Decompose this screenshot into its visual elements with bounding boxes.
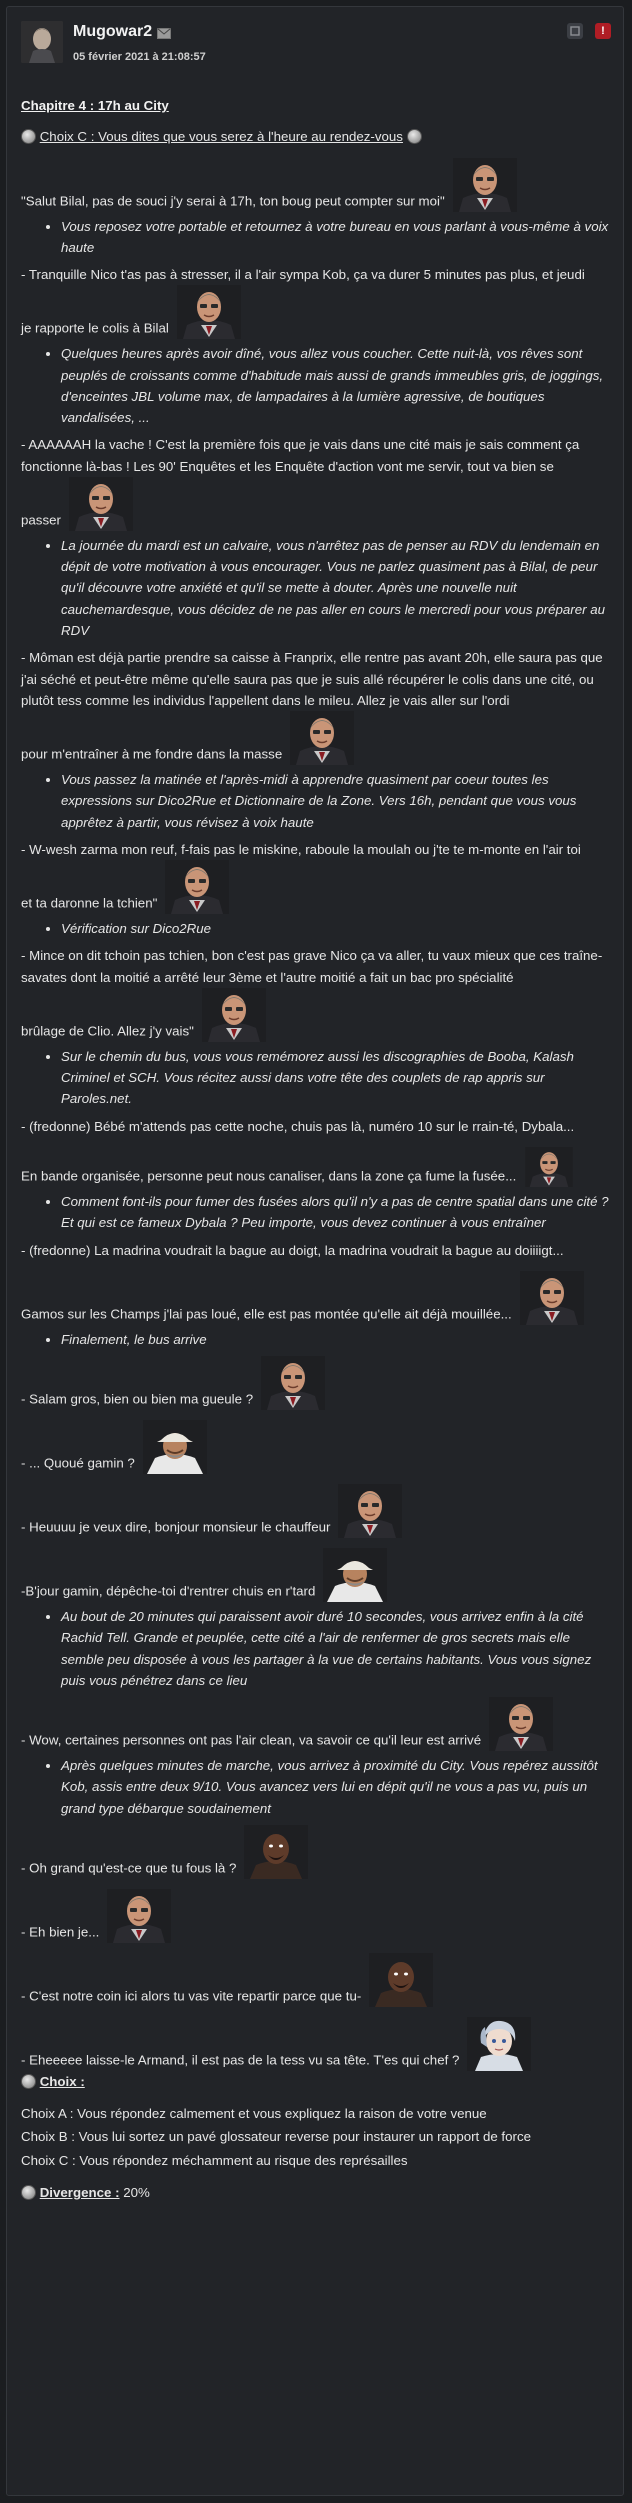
dialogue-line: - AAAAAAH la vache ! C'est la première fois que je vais dans une cité mais je sais comment ça fonctionne là-bas ! Les 90' Enquêtes et les Enquête d'action vont me servir, tout va bien se — [21, 437, 580, 474]
narration-item: • Finalement, le bus arrive — [61, 1329, 613, 1350]
narration-item: • La journée du mardi est un calvaire, vous n'arrêtez pas de penser au RDV du lendemain en dépit de votre motivation à vous encourager. Vous ne parlez quasiment pas à Bilal, de peur qu'il découvre votre anxiété et qu'il se mette à douter. Après une nouvelle nuit cauchemardesque, vous décidez de ne pas aller en cours le mercredi pour vous préparer au RDV — [61, 535, 613, 641]
dialogue-line — [21, 1953, 613, 2007]
narration-item: • Après quelques minutes de marche, vous arrivez à proximité du City. Vous repérez aussitôt Kob, assis entre deux 9/10. Vous avancez vers lui en dépit qu'il ne vous a pas vu, puis un grand type débarque soudainement — [61, 1755, 613, 1819]
choices-title: Choix : — [39, 2073, 85, 2089]
dialogue-line — [21, 158, 613, 212]
alert-icon[interactable]: ! — [595, 23, 611, 39]
sticker-image — [177, 285, 241, 339]
choice-a: Choix A : Vous répondez calmement et vous expliquez la raison de votre venue — [21, 2106, 487, 2122]
dialogue-line: - (fredonne) La madrina voudrait la bague au doigt, la madrina voudrait la bague au doiiiigt... — [21, 1242, 564, 1258]
choices-heading — [21, 2071, 613, 2092]
smiley-icon — [21, 2074, 36, 2089]
username[interactable]: Mugowar2 — [73, 23, 153, 40]
dialogue-line — [21, 1548, 613, 1602]
dialogue-line — [21, 1356, 613, 1410]
sticker-image — [261, 1356, 325, 1410]
dialogue-line — [21, 1484, 613, 1538]
dialogue-text: passer — [21, 512, 61, 528]
user-avatar[interactable] — [21, 21, 63, 63]
sticker-image — [338, 1484, 402, 1538]
divergence-value: 20% — [123, 2184, 150, 2200]
sticker-image — [323, 1548, 387, 1602]
narration-item: • Au bout de 20 minutes qui paraissent avoir duré 10 secondes, vous arrivez enfin à la cité Rachid Tell. Grande et peuplée, cette cité a l'air de renfermer de gros secrets mais elle semble peu disposée à vous les partager à la vue de certains habitants. Vous vous signez puis vous pénétrez dans ce lieu — [61, 1606, 613, 1691]
dialogue-line — [21, 477, 613, 531]
divergence-label: Divergence : — [39, 2184, 120, 2200]
quote-icon[interactable] — [567, 23, 583, 39]
narration-item: • Quelques heures après avoir dîné, vous allez vous coucher. Cette nuit-là, vos rêves sont peuplés de croissants comme d'habitude mais aussi de grands immeubles gris, de joggings, d'enceintes JBL volume max, de lampadaires à la lumière agressive, de boutiques vandalisées, ... — [61, 343, 613, 428]
dialogue-text: - Eheeeee laisse-le Armand, il est pas de la tess vu sa tête. T'es qui chef ? — [21, 2052, 460, 2068]
dialogue-line — [21, 860, 613, 914]
sticker-image — [520, 1271, 584, 1325]
sticker-image — [467, 2017, 531, 2071]
narration-item: • Vous passez la matinée et l'après-midi à apprendre quasiment par coeur toutes les expressions sur Dico2Rue et Dictionnaire de la Zone. Vers 16h, pendant que vous vous apprêtez à partir, vous révisez à voix haute — [61, 769, 613, 833]
narration-item: • Sur le chemin du bus, vous vous remémorez aussi les discographies de Booba, Kalash Criminel et SCH. Vous récitez aussi dans votre tête des couplets de rap appris sur Paroles.net. — [61, 1046, 613, 1110]
sticker-image — [202, 988, 266, 1042]
dialogue-line — [21, 1697, 613, 1751]
smiley-icon — [407, 129, 422, 144]
dialogue-text: je rapporte le colis à Bilal — [21, 321, 169, 337]
sticker-image — [524, 1147, 574, 1187]
narration-item: • Vérification sur Dico2Rue — [61, 918, 613, 939]
dialogue-text: - Salam gros, bien ou bien ma gueule ? — [21, 1391, 254, 1407]
dialogue-text: - C'est notre coin ici alors tu vas vite repartir parce que tu- — [21, 1988, 362, 2004]
dialogue-text: "Salut Bilal, pas de souci j'y serai à 17h, ton boug peut compter sur moi" — [21, 193, 445, 209]
dialogue-line — [21, 711, 613, 765]
dialogue-text: brûlage de Clio. Allez j'y vais" — [21, 1023, 194, 1039]
dialogue-line — [21, 1147, 613, 1187]
sticker-image — [69, 477, 133, 531]
sticker-image — [290, 711, 354, 765]
choice-b: Choix B : Vous lui sortez un pavé glossateur reverse pour instaurer un rapport de force — [21, 2129, 531, 2145]
smiley-icon — [21, 2185, 36, 2200]
smiley-icon — [21, 129, 36, 144]
sticker-image — [453, 158, 517, 212]
sticker-image — [489, 1697, 553, 1751]
dialogue-text: pour m'entraîner à me fondre dans la masse — [21, 746, 283, 762]
narration-item: • Comment font-ils pour fumer des fusées alors qu'il n'y a pas de centre spatial dans une cité ? Et qui est ce fameux Dybala ? Peu importe, vous devez continuer à vous entraîner — [61, 1191, 613, 1234]
dialogue-line: - (fredonne) Bébé m'attends pas cette noche, chuis pas là, numéro 10 sur le rrain-té, Dybala... — [21, 1118, 575, 1134]
sticker-image — [107, 1889, 171, 1943]
dialogue-text: En bande organisée, personne peut nous canaliser, dans la zone ça fume la fusée... — [21, 1168, 517, 1184]
dialogue-line: - Môman est déjà partie prendre sa caisse à Franprix, elle rentre pas avant 20h, elle saura pas que j'ai séché et peut-être même qu'elle saura pas que je suis allé récupérer le colis dans une cité, ou plutôt tess comme les individus l'appellent dans le mileu. Allez je vais aller sur l'ordi — [21, 650, 603, 708]
previous-choice-line — [21, 126, 613, 147]
dialogue-line — [21, 1271, 613, 1325]
sticker-image — [244, 1825, 308, 1879]
sticker-image — [165, 860, 229, 914]
post-date: 05 février 2021 à 21:08:57 — [73, 51, 206, 63]
dialogue-line — [21, 2017, 613, 2071]
dialogue-line: - W-wesh zarma mon reuf, f-fais pas le miskine, raboule la moulah ou j'te te m-monte en l'air toi — [21, 841, 581, 857]
dialogue-text: - Eh bien je... — [21, 1924, 100, 1940]
dialogue-line — [21, 285, 613, 339]
previous-choice-text: Choix C : Vous dites que vous serez à l'heure au rendez-vous — [39, 129, 403, 145]
choice-c: Choix C : Vous répondez méchamment au risque des représailles — [21, 2152, 408, 2168]
dialogue-line — [21, 988, 613, 1042]
dialogue-text: - Wow, certaines personnes ont pas l'air clean, va savoir ce qu'il leur est arrivé — [21, 1732, 482, 1748]
dialogue-text: -B'jour gamin, dépêche-toi d'rentrer chuis en r'tard — [21, 1583, 316, 1599]
dialogue-line: - Tranquille Nico t'as pas à stresser, il a l'air sympa Kob, ça va durer 5 minutes pas plus, et jeudi — [21, 267, 585, 283]
dialogue-line — [21, 1825, 613, 1879]
dialogue-line — [21, 1889, 613, 1943]
forum-post — [6, 6, 624, 2496]
dialogue-text: - ... Quoué gamin ? — [21, 1455, 135, 1471]
narration-item: • Vous reposez votre portable et retournez à votre bureau en vous parlant à vous-même à voix haute — [61, 216, 613, 259]
dialogue-line: - Mince on dit tchoin pas tchien, bon c'est pas grave Nico ça va aller, tu vaux mieux que ces traîne-savates dont la moitié a arrêté leur 3ème et l'autre moitié a fait un bac pro spécialité — [21, 948, 603, 985]
mail-icon[interactable] — [157, 26, 171, 37]
sticker-image — [143, 1420, 207, 1474]
dialogue-text: Gamos sur les Champs j'lai pas loué, elle est pas montée qu'elle ait déjà mouillée... — [21, 1306, 512, 1322]
dialogue-text: - Heuuuu je veux dire, bonjour monsieur le chauffeur — [21, 1519, 331, 1535]
post-header — [7, 7, 623, 75]
dialogue-text: - Oh grand qu'est-ce que tu fous là ? — [21, 1860, 237, 1876]
dialogue-text: et ta daronne la tchien" — [21, 895, 158, 911]
chapter-title: Chapitre 4 : 17h au City — [21, 98, 169, 113]
divergence-line — [21, 2182, 613, 2203]
dialogue-line — [21, 1420, 613, 1474]
sticker-image — [369, 1953, 433, 2007]
post-body — [21, 95, 613, 2203]
